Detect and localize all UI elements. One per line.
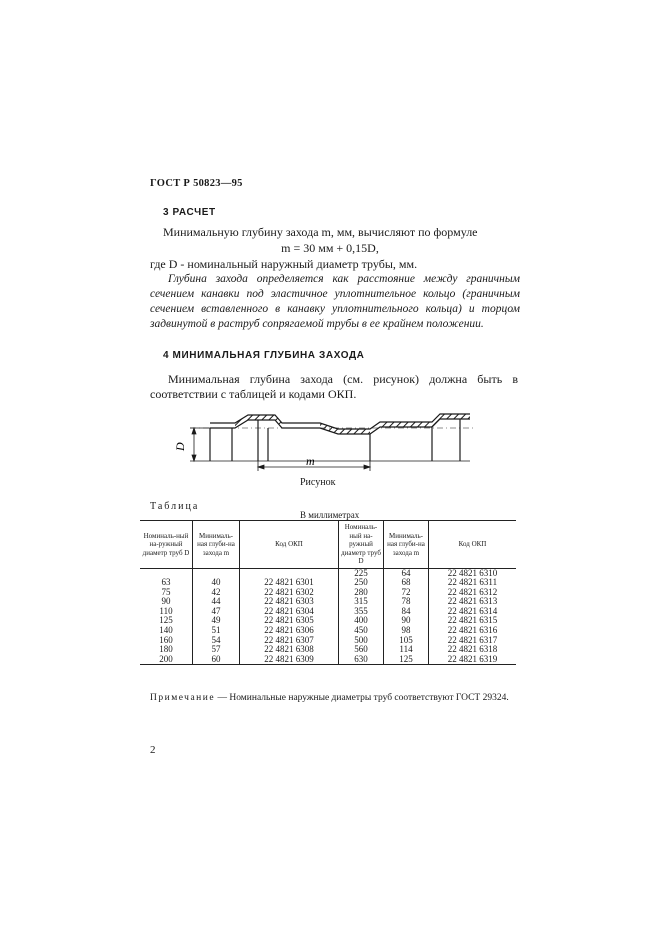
cell-depth-2: 105 <box>384 636 429 646</box>
cell-depth: 40 <box>193 578 240 588</box>
cell-code: 22 4821 6303 <box>240 597 339 607</box>
cell-depth: 54 <box>193 636 240 646</box>
cell-diameter-2: 225 <box>339 568 384 578</box>
cell-code-2: 22 4821 6313 <box>429 597 517 607</box>
cell-depth: 44 <box>193 597 240 607</box>
hatched-wall <box>235 414 470 434</box>
cell-diameter-2: 400 <box>339 616 384 626</box>
cell-depth-2: 68 <box>384 578 429 588</box>
pipe-outline <box>210 414 470 461</box>
depth-definition: Глубина захода определяется как расстояние между граничным сечением канавки под эластичное уплотнительное кольцо (граничным сечением вставленного в канавку уплотнительного кольца) и торцом задвинутой в раструб сопрягаемой трубы в ее крайнем положении. <box>150 273 520 330</box>
formula: m = 30 мм + 0,15D, <box>281 241 379 255</box>
section-4-title: 4 МИНИМАЛЬНАЯ ГЛУБИНА ЗАХОДА <box>163 350 365 361</box>
header-diameter-2: Номиналь-ный на-ружный диаметр труб D <box>339 521 384 569</box>
cell-code: 22 4821 6305 <box>240 616 339 626</box>
cell-depth-2: 114 <box>384 645 429 655</box>
cell-diameter: 180 <box>159 644 173 655</box>
cell-diameter: 160 <box>159 634 173 645</box>
header-code: Код ОКП <box>240 521 339 569</box>
page-number: 2 <box>150 744 156 756</box>
cell-code: 22 4821 6301 <box>240 578 339 588</box>
cell-diameter: 75 <box>161 586 171 597</box>
table-label: Таблица <box>150 501 200 512</box>
cell-diameter: 125 <box>159 615 173 626</box>
cell-depth-2: 84 <box>384 607 429 617</box>
cell-code-2: 22 4821 6312 <box>429 588 517 598</box>
formula-where: где D - номинальный наружный диаметр трубы, мм. <box>150 257 418 271</box>
cell-code: 22 4821 6308 <box>240 645 339 655</box>
depth-table <box>140 520 516 665</box>
cell-code-2: 22 4821 6317 <box>429 636 517 646</box>
cell-diameter-2: 280 <box>339 588 384 598</box>
cell-diameter-2: 450 <box>339 626 384 636</box>
dimension-D <box>190 428 210 461</box>
cell-diameter-2: 630 <box>339 655 384 665</box>
note-label: Примечание <box>150 693 216 703</box>
cell-diameter-2: 500 <box>339 636 384 646</box>
cell-code: 22 4821 6304 <box>240 607 339 617</box>
table-header-row <box>140 521 516 569</box>
section-3-intro: Минимальную глубину захода m, мм, вычисляют по формуле <box>163 225 478 239</box>
cell-diameter: 110 <box>159 605 173 616</box>
cell-code-2: 22 4821 6315 <box>429 616 517 626</box>
cell-depth: 60 <box>193 655 240 665</box>
cell-code-2: 22 4821 6314 <box>429 607 517 617</box>
cell-depth: 47 <box>193 607 240 617</box>
cell-diameter-2: 560 <box>339 645 384 655</box>
section-3-title: 3 РАСЧЕТ <box>163 207 216 218</box>
header-depth-2: Минималь-ная глуби-на захода m <box>384 521 429 569</box>
header-depth: Минималь-ная глуби-на захода m <box>193 521 240 569</box>
header-diameter: Номиналь-ный на-ружный диаметр труб D <box>140 521 193 569</box>
cell-depth-2: 90 <box>384 616 429 626</box>
cell-depth-2: 72 <box>384 588 429 598</box>
cell-code: 22 4821 6309 <box>240 655 339 665</box>
cell-code-2: 22 4821 6318 <box>429 645 517 655</box>
cell-depth: 49 <box>193 616 240 626</box>
table-note <box>150 693 518 704</box>
cell-diameter: 63 <box>161 577 171 588</box>
cell-code: 22 4821 6306 <box>240 626 339 636</box>
cell-diameter-2: 315 <box>339 597 384 607</box>
cell-code-2: 22 4821 6310 <box>429 568 517 578</box>
cell-depth-2: 98 <box>384 626 429 636</box>
cell-depth: 51 <box>193 626 240 636</box>
cell-depth-2: 125 <box>384 655 429 665</box>
table-units: В миллиметрах <box>300 510 360 520</box>
cell-diameter-2: 355 <box>339 607 384 617</box>
label-D: D <box>173 442 187 451</box>
section-4-text: Минимальная глубина захода (см. рисунок) должна быть в соответствии с таблицей и кодами ОКП. <box>150 372 518 401</box>
cell-code-2: 22 4821 6316 <box>429 626 517 636</box>
figure-caption: Рисунок <box>300 477 336 488</box>
cell-code: 22 4821 6302 <box>240 588 339 598</box>
cell-diameter: 200 <box>140 655 193 665</box>
cell-depth: 57 <box>193 645 240 655</box>
cell-depth: 42 <box>193 588 240 598</box>
document-code: ГОСТ Р 50823—95 <box>150 178 243 189</box>
note-text: — Номинальные наружные диаметры труб соответствуют ГОСТ 29324. <box>215 693 509 703</box>
cell-diameter: 90 <box>161 596 171 607</box>
cell-depth-2: 78 <box>384 597 429 607</box>
cell-diameter-2: 250 <box>339 578 384 588</box>
cell-diameter: 140 <box>159 625 173 636</box>
header-code-2: Код ОКП <box>429 521 517 569</box>
cell-code-2: 22 4821 6311 <box>429 578 517 588</box>
table-row <box>140 655 516 665</box>
pipe-socket-drawing <box>170 405 500 477</box>
cell-depth-2: 64 <box>384 568 429 578</box>
cell-code-2: 22 4821 6319 <box>429 655 517 665</box>
label-m: m <box>306 454 315 468</box>
cell-code: 22 4821 6307 <box>240 636 339 646</box>
